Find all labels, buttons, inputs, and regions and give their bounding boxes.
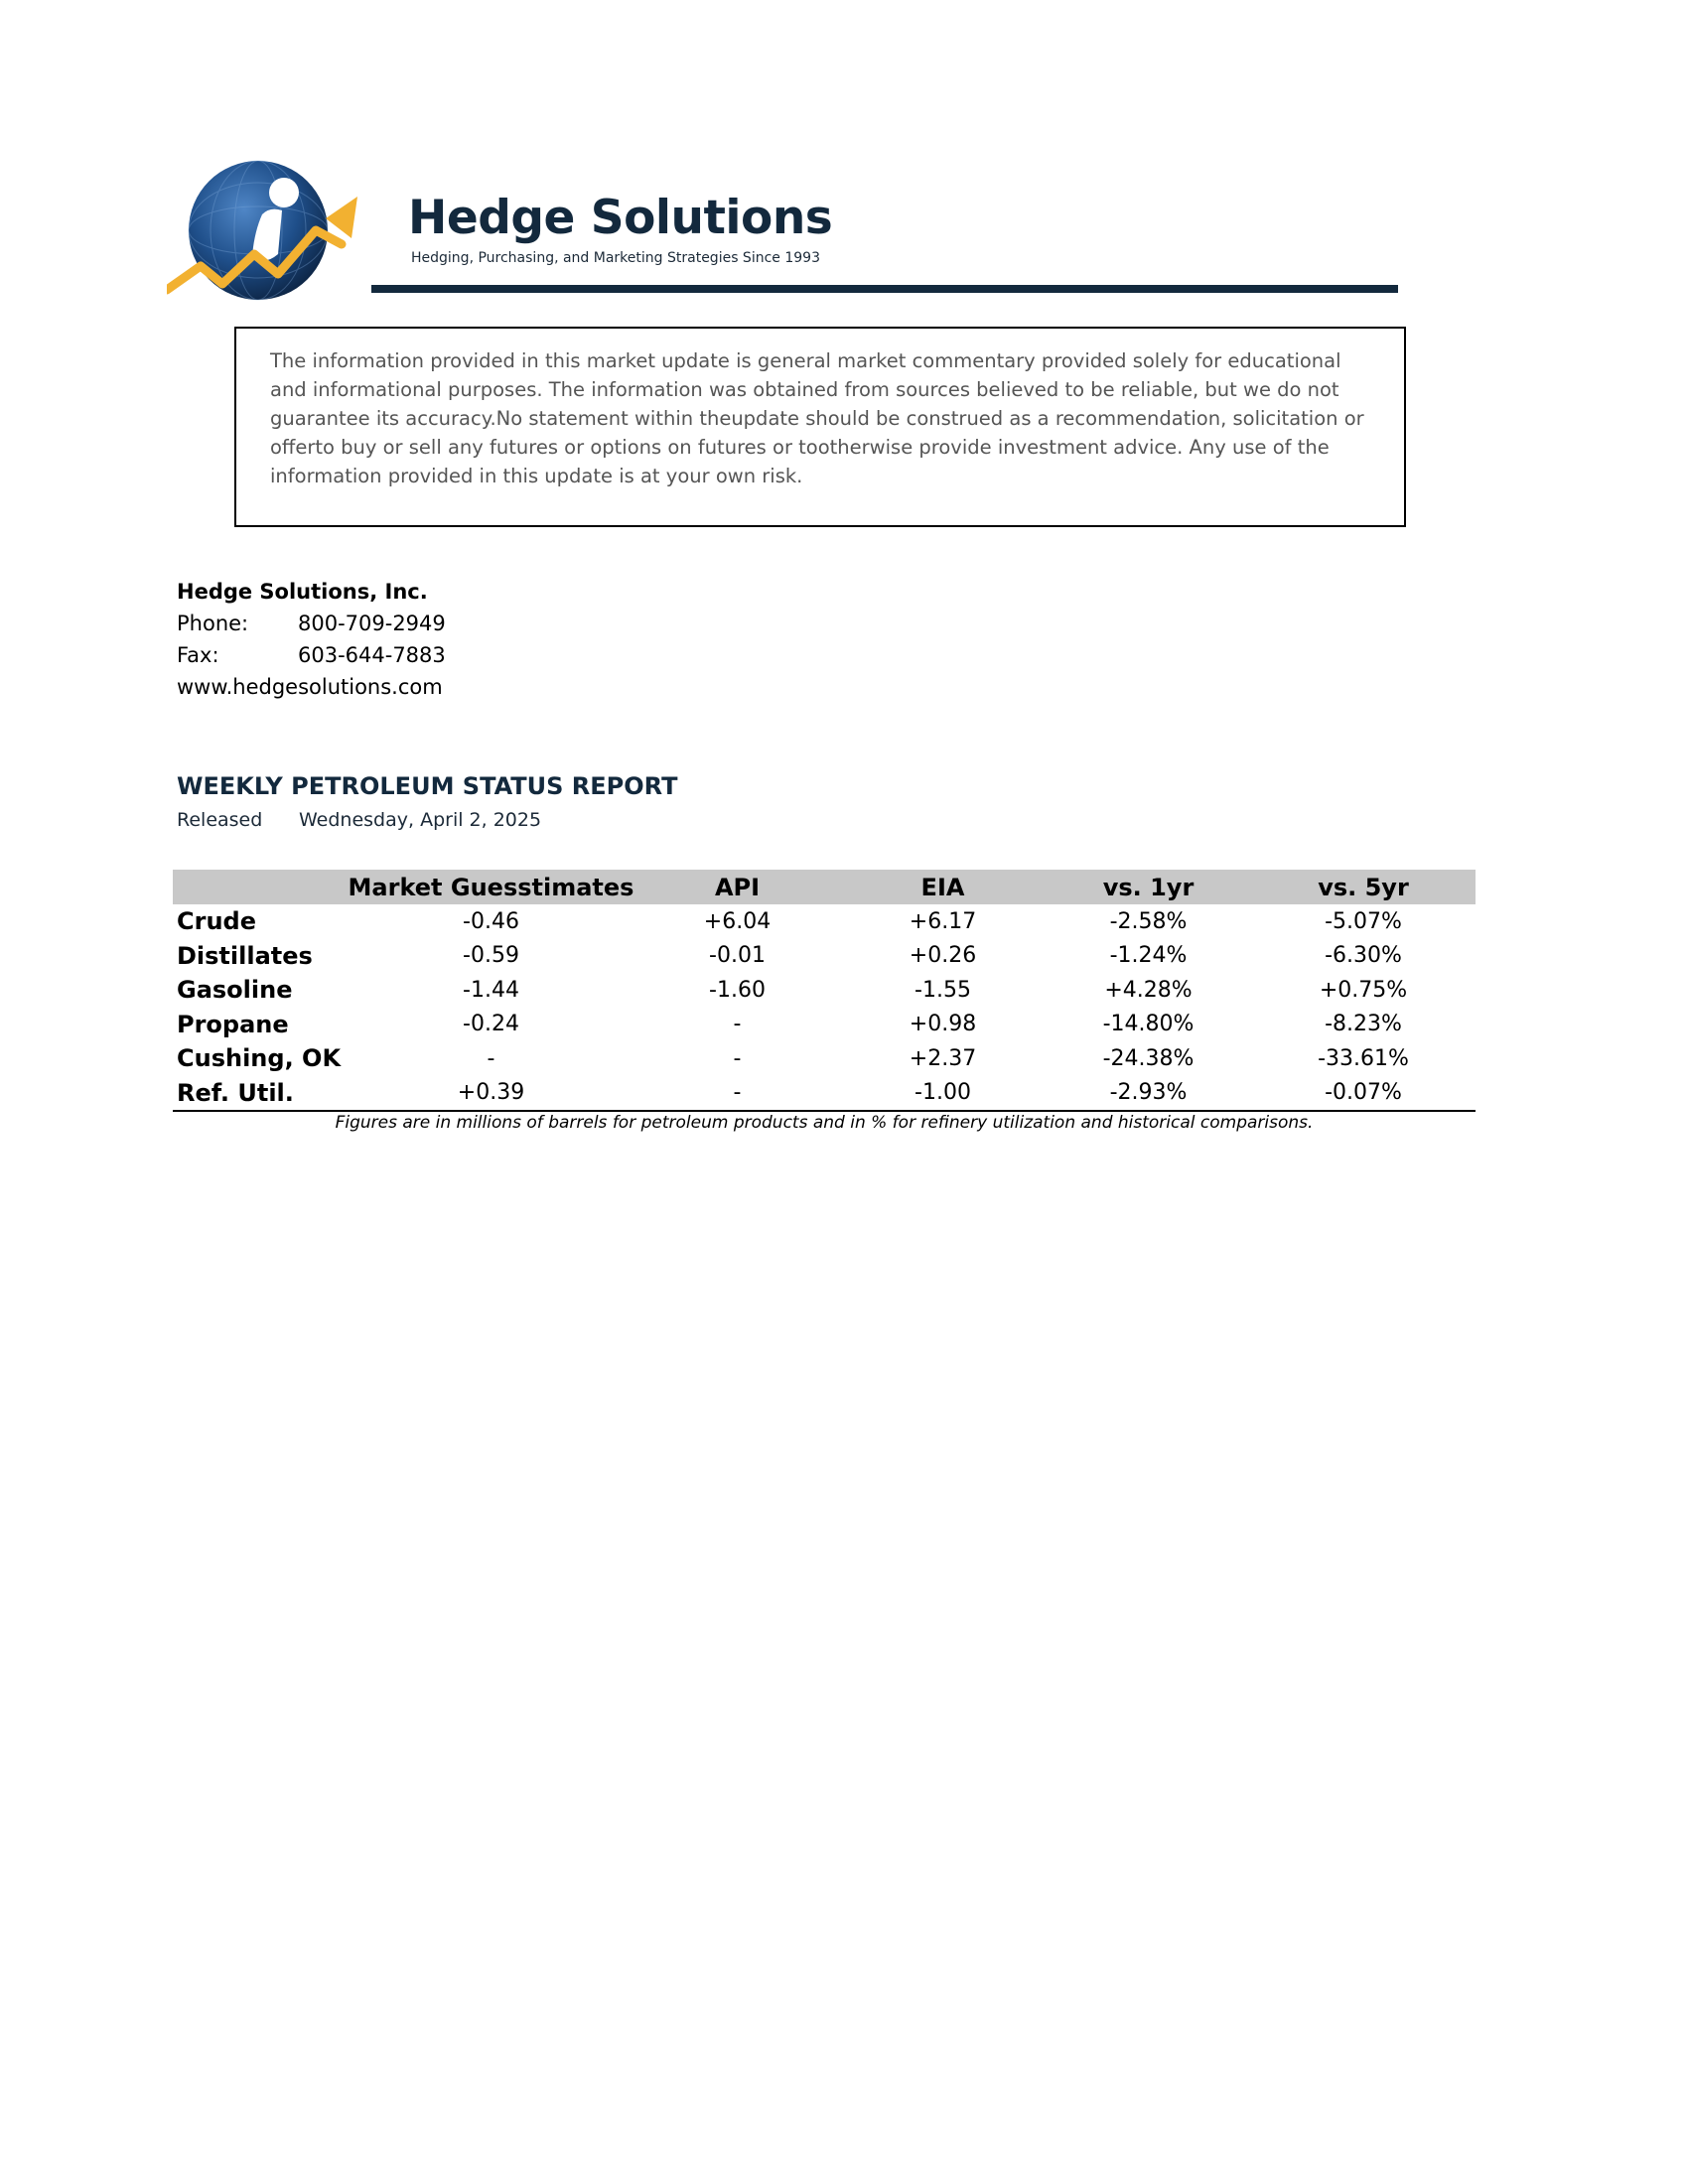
- table-cell: -5.07%: [1325, 908, 1402, 934]
- table-cell: -1.60: [709, 977, 766, 1003]
- globe-person-arrow-icon: [167, 159, 405, 308]
- table-cell: -1.24%: [1109, 943, 1188, 969]
- column-header: vs. 1yr: [1046, 870, 1251, 904]
- row-label: Cushing, OK: [177, 1044, 342, 1073]
- table-row: [173, 1041, 1476, 1076]
- table-row: [173, 904, 1476, 939]
- table-cell: -1.00: [840, 1076, 1046, 1112]
- table-cell: -8.23%: [1325, 1012, 1402, 1037]
- contact-phone-row: [177, 608, 446, 639]
- released-date: Wednesday, April 2, 2025: [299, 809, 542, 831]
- table-footnote: Figures are in millions of barrels for petroleum products and in % for refinery utilization and historical comparisons.: [335, 1113, 1314, 1133]
- contact-block: [177, 576, 446, 703]
- fax-label: Fax:: [177, 643, 219, 667]
- contact-fax-row: [177, 639, 446, 671]
- table-cell: -33.61%: [1318, 1045, 1409, 1071]
- disclaimer-box: [234, 327, 1406, 527]
- petroleum-status-table: [173, 870, 1476, 1112]
- table-header-row: [173, 870, 1476, 904]
- table-cell: +0.26: [909, 943, 977, 969]
- table-cell: -: [733, 1045, 742, 1071]
- table-cell: +2.37: [909, 1045, 977, 1071]
- table-cell: -2.93%: [1046, 1076, 1251, 1112]
- disclaimer-text: The information provided in this market update is general market commentary provided solely for educational and informational purposes. The information was obtained from sources believed to be reliable, but we do not guarantee its accuracy.No statement within theupdate should be construed as a recommendation, solicitation or offerto buy or sell any futures or options on futures or tootherwise provide investment advice. Any use of the information provided in this update is at your own risk.: [270, 349, 1364, 487]
- column-header: API: [634, 870, 840, 904]
- released-label: Released: [177, 809, 263, 831]
- table-row: [173, 939, 1476, 974]
- table-cell: -14.80%: [1102, 1012, 1195, 1037]
- row-label: Ref. Util.: [173, 1076, 348, 1112]
- table-cell: -: [487, 1045, 495, 1071]
- table-cell: -6.30%: [1325, 943, 1402, 969]
- row-label: Distillates: [177, 941, 313, 970]
- table-cell: +6.17: [909, 908, 977, 934]
- table-cell: -2.58%: [1109, 908, 1188, 934]
- table-row: [173, 1008, 1476, 1042]
- table-cell: +0.39: [348, 1076, 634, 1112]
- header-divider: [371, 285, 1398, 293]
- column-header: Market Guesstimates: [348, 870, 634, 904]
- table-cell: -0.07%: [1251, 1076, 1476, 1112]
- row-label: Propane: [177, 1010, 289, 1038]
- table-cell: +0.75%: [1319, 977, 1408, 1003]
- table-row: [173, 973, 1476, 1008]
- table-row: [173, 1076, 1476, 1112]
- report-title: WEEKLY PETROLEUM STATUS REPORT: [177, 772, 678, 800]
- release-line: [177, 809, 541, 831]
- table-cell: -: [733, 1012, 742, 1037]
- table-cell: +0.98: [909, 1012, 977, 1037]
- table-cell: -1.55: [914, 977, 971, 1003]
- phone-label: Phone:: [177, 612, 249, 635]
- website-link[interactable]: www.hedgesolutions.com: [177, 675, 443, 699]
- column-header: vs. 5yr: [1251, 870, 1476, 904]
- table-cell: -0.24: [463, 1012, 519, 1037]
- fax-number: 603-644-7883: [298, 643, 446, 667]
- company-logo: [167, 159, 1398, 308]
- table-cell: -1.44: [463, 977, 519, 1003]
- table-cell: +4.28%: [1104, 977, 1193, 1003]
- brand-tagline: Hedging, Purchasing, and Marketing Strategies Since 1993: [411, 250, 820, 266]
- row-label: Gasoline: [177, 976, 293, 1005]
- table-cell: -0.59: [463, 943, 519, 969]
- contact-company: Hedge Solutions, Inc.: [177, 580, 428, 604]
- column-header: EIA: [840, 870, 1046, 904]
- phone-number: 800-709-2949: [298, 612, 446, 635]
- row-label: Crude: [177, 907, 256, 936]
- table-cell: +6.04: [703, 908, 772, 934]
- brand-name: Hedge Solutions: [408, 191, 833, 245]
- table-cell: -0.01: [709, 943, 766, 969]
- table-cell: -: [634, 1076, 840, 1112]
- table-cell: -0.46: [463, 908, 519, 934]
- table-cell: -24.38%: [1102, 1045, 1195, 1071]
- column-header: [173, 870, 348, 904]
